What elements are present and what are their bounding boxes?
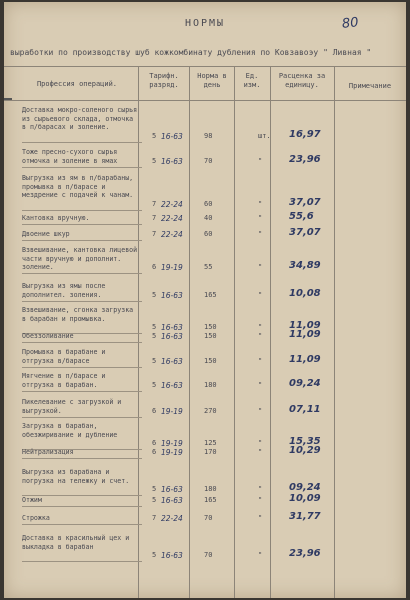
row-operation: Промывка в барабане и отгрузка в/барасе (22, 348, 106, 365)
row-rate: 37,07 (289, 196, 321, 208)
row-operation: Взвешивание, кантовка лицевой части вручную и дополнит. золение. (22, 246, 138, 271)
row-rate-code: 22-24 (161, 230, 183, 239)
row-norm: 70 (204, 156, 213, 165)
row-rate: 07,11 (289, 403, 321, 415)
row-norm: 55 (204, 263, 213, 271)
row-grade: 5 (152, 332, 157, 340)
row-unit: " (258, 230, 263, 238)
row-operation: Взвешивание, сгонка загрузка в барабан и промывка. (22, 306, 134, 323)
row-operation: Строжка (22, 514, 50, 522)
row-operation: Выгрузка из ям в п/барабаны, промывка в п/барасе и мездрение с подачей к чанам. (22, 174, 134, 199)
row-underline (22, 458, 142, 459)
row-rate-code: 16-63 (161, 485, 183, 494)
row-operation: Обеззоливание (22, 332, 74, 340)
row-grade: 7 (152, 230, 157, 238)
row-grade: 5 (152, 356, 157, 365)
row-underline (22, 224, 142, 225)
row-unit: " (258, 485, 263, 493)
row-rate-code: 16-63 (161, 332, 183, 341)
column-header-note: Примечание (348, 82, 392, 90)
row-operation: Кантовка вручную. (22, 214, 90, 222)
row-operation: Загрузка в барабан, обезжиривание и дубление (22, 422, 118, 439)
row-grade: 5 (152, 323, 157, 331)
row-norm: 60 (204, 230, 213, 238)
row-grade: 7 (152, 199, 157, 208)
row-underline (22, 417, 142, 418)
row-norm: 180 (204, 380, 217, 389)
row-unit: " (258, 199, 263, 208)
row-unit: " (258, 551, 263, 559)
document-subtitle: выработки по производству шуб кожкомбинату дубления по Ковзавоэу " Ливная " (10, 48, 372, 57)
row-grade: 5 (152, 290, 157, 299)
row-rate-code: 16-63 (161, 551, 183, 560)
column-header-unit: Ед. изм. (243, 72, 261, 89)
document-title: НОРМЫ (184, 18, 226, 29)
column-header-operation: Профессия операций. (36, 80, 118, 88)
column-divider (234, 66, 235, 598)
row-operation: Нейтрализация (22, 448, 74, 456)
row-grade: 6 (152, 406, 157, 415)
row-rate: 10,29 (289, 445, 321, 456)
row-unit: " (258, 514, 263, 522)
column-divider (189, 66, 190, 598)
row-unit: " (258, 263, 263, 271)
row-rate: 34,89 (289, 260, 321, 271)
row-rate: 09,24 (289, 482, 321, 493)
row-rate: 09,24 (289, 377, 321, 389)
row-norm: 40 (204, 214, 213, 222)
row-unit: " (258, 356, 263, 365)
row-grade: 7 (152, 214, 157, 222)
row-norm: 180 (204, 485, 217, 493)
column-header-rate: Расценка за единицу. (278, 72, 326, 89)
row-rate: 23,96 (289, 548, 321, 559)
row-grade: 7 (152, 514, 157, 522)
row-rate: 10,08 (289, 287, 321, 299)
row-rate-code: 19-19 (161, 448, 183, 457)
row-rate-code: 19-19 (161, 406, 183, 416)
row-operation: Доставка мокро-соленого сырья из сырьевого склада, отмочка в п/барасах и золение. (22, 106, 138, 131)
row-unit: " (258, 406, 263, 415)
row-norm: 165 (204, 290, 217, 299)
row-norm: 70 (204, 514, 213, 522)
folio-number: 80 (341, 15, 360, 32)
row-underline (22, 167, 142, 168)
row-grade: 5 (152, 131, 157, 140)
row-unit: " (258, 496, 263, 504)
row-rate-code: 16-63 (161, 380, 183, 390)
row-rate-code: 22-24 (161, 199, 183, 209)
row-operation: Отжим (22, 496, 42, 504)
row-grade: 6 (152, 263, 157, 271)
row-unit: " (258, 214, 263, 222)
row-rate-code: 22-24 (161, 214, 183, 223)
row-underline (22, 367, 142, 368)
row-rate: 11,09 (289, 353, 321, 365)
row-underline (22, 301, 142, 302)
row-norm: 150 (204, 332, 217, 340)
row-norm: 270 (204, 406, 217, 415)
row-rate: 23,96 (289, 153, 321, 165)
row-underline (22, 240, 142, 241)
row-operation: Доставка в красильный цех и выкладка в барабан (22, 534, 130, 551)
row-unit: " (258, 323, 263, 331)
row-unit: " (258, 156, 263, 165)
row-underline (22, 524, 142, 525)
row-underline (22, 210, 142, 211)
row-unit: " (258, 448, 263, 456)
row-unit: " (258, 380, 263, 389)
row-norm: 150 (204, 356, 217, 365)
row-norm: 98 (204, 131, 213, 140)
row-rate: 16,97 (289, 128, 321, 140)
row-operation: Двоение шкур (22, 230, 70, 238)
column-header-norm: Норма в день (197, 72, 227, 89)
row-underline (22, 273, 142, 274)
row-rate-code: 16-63 (161, 290, 183, 300)
row-grade: 5 (152, 551, 157, 559)
row-unit: " (258, 290, 263, 299)
row-grade: 5 (152, 485, 157, 493)
row-rate-code: 16-63 (161, 131, 183, 141)
row-grade: 5 (152, 380, 157, 389)
row-norm: 125 (204, 439, 217, 447)
row-grade: 6 (152, 448, 157, 456)
row-norm: 170 (204, 448, 217, 456)
row-underline (22, 142, 142, 143)
row-rate-code: 16-63 (161, 496, 183, 505)
row-operation: Мягчение в п/барасе и отгрузка в барабан. (22, 372, 106, 389)
row-unit: " (258, 439, 263, 447)
row-norm: 70 (204, 551, 213, 559)
row-grade: 6 (152, 439, 157, 447)
row-rate: 37,07 (289, 227, 321, 238)
table-header-rule (4, 100, 406, 101)
column-divider (334, 66, 335, 598)
column-divider (270, 66, 271, 598)
row-underline (22, 342, 142, 343)
row-rate: 11,09 (289, 329, 321, 340)
row-unit: " (258, 332, 263, 340)
row-rate-code: 19-19 (161, 263, 183, 272)
row-norm: 60 (204, 199, 213, 208)
row-operation: Тоже пресно-сухого сырья отмочка и золение в ямах (22, 148, 118, 165)
row-underline (22, 506, 142, 507)
row-grade: 5 (152, 156, 157, 165)
row-rate: 31,77 (289, 511, 321, 522)
row-rate: 10,09 (289, 493, 321, 504)
row-operation: Пикелевание с загрузкой и выгрузкой. (22, 398, 122, 415)
row-norm: 150 (204, 323, 217, 331)
row-rate-code: 22-24 (161, 514, 183, 523)
row-grade: 5 (152, 496, 157, 504)
row-underline (22, 561, 142, 562)
row-norm: 165 (204, 496, 217, 504)
row-rate: 55,6 (289, 211, 314, 222)
row-operation: Выгрузка из барабана и погрузка на тележку и счет. (22, 468, 130, 485)
row-rate-code: 16-63 (161, 323, 183, 332)
document-sheet (4, 2, 406, 598)
row-rate: 15,35 (289, 436, 321, 447)
row-operation: Выгрузка из ямы после дополнител. золения. (22, 282, 106, 299)
row-rate: 11,09 (289, 320, 321, 331)
column-header-grade: Тарифн. разряд. (149, 72, 179, 89)
row-rate-code: 19-19 (161, 439, 183, 448)
row-rate-code: 16-63 (161, 156, 183, 166)
row-rate-code: 16-63 (161, 356, 183, 366)
row-unit: шт. (258, 131, 271, 140)
row-underline (22, 391, 142, 392)
table-top-rule (4, 66, 406, 67)
